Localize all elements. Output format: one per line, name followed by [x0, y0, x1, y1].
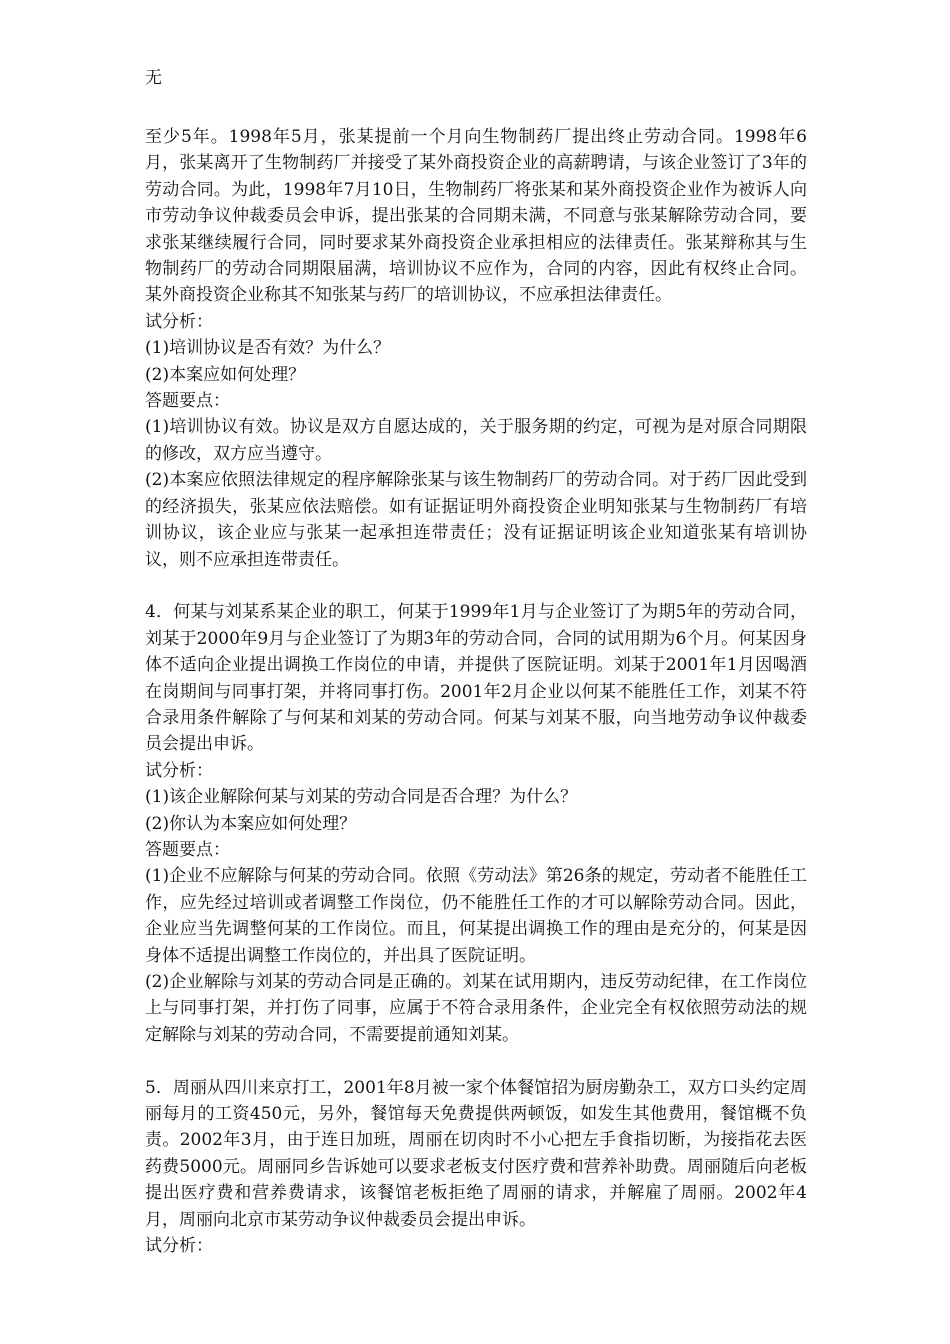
analysis-label: 试分析：	[145, 1236, 213, 1257]
answer-2: (2)本案应依照法律规定的程序解除张某与该生物制药厂的劳动合同。对于药厂因此受到的经济损失，张某应依法赔偿。如有证据证明外商投资企业明知张某与生物制药厂有培训协议，该企业应与张某一起承担连带责任；没有证据证明该企业知道张某有培训协议，则不应承担连带责任。	[145, 470, 807, 570]
document-body	[145, 124, 807, 1259]
answer-2: (2)企业解除与刘某的劳动合同是正确的。刘某在试用期内，违反劳动纪律，在工作岗位上与同事打架，并打伤了同事，应属于不符合录用条件，企业完全有权依照劳动法的规定解除与刘某的劳动合同，不需要提前通知刘某。	[145, 971, 807, 1045]
case3-continuation: 至少5年。1998年5月，张某提前一个月向生物制药厂提出终止劳动合同。1998年6月，张某离开了生物制药厂并接受了某外商投资企业的高薪聘请，与该企业签订了3年的劳动合同。为此，1998年7月10日，生物制药厂将张某和某外商投资企业作为被诉人向市劳动争议仲裁委员会申诉，提出张某的合同期未满，不同意与张某解除劳动合同，要求张某继续履行合同，同时要求某外商投资企业承担相应的法律责任。张某辩称其与生物制药厂的劳动合同期限届满，培训协议不应作为，合同的内容，因此有权终止合同。某外商投资企业称其不知张某与药厂的培训协议，不应承担法律责任。	[145, 127, 807, 306]
question-2: (2)本案应如何处理？	[145, 364, 306, 385]
analysis-label: 试分析：	[145, 760, 213, 781]
question-1: (1)培训协议是否有效？为什么？	[145, 338, 391, 359]
paragraph-spacer	[145, 1048, 807, 1074]
question-2: (2)你认为本案应如何处理？	[145, 813, 357, 834]
answer-1: (1)企业不应解除与何某的劳动合同。依照《劳动法》第26条的规定，劳动者不能胜任工作，应先经过培训或者调整工作岗位，仍不能胜任工作的才可以解除劳动合同。因此，企业应当先调整何某的工作岗位。而且，何某提出调换工作的理由是充分的，何某是因身体不适提出调整工作岗位的，并出具了医院证明。	[145, 866, 807, 966]
answer-points-label: 答题要点：	[145, 391, 230, 412]
question-1: (1)该企业解除何某与刘某的劳动合同是否合理？为什么？	[145, 787, 578, 808]
case5-intro: 5．周丽从四川来京打工，2001年8月被一家个体餐馆招为厨房勤杂工，双方口头约定周丽每月的工资450元，另外，餐馆每天免费提供两顿饭，如发生其他费用，餐馆概不负责。2002年3月，由于连日加班，周丽在切肉时不小心把左手食指切断，为接指花去医药费5000元。周丽同乡告诉她可以要求老板支付医疗费和营养补助费。周丽随后向老板提出医疗费和营养费请求，该餐馆老板拒绝了周丽的请求，并解雇了周丽。2002年4月，周丽向北京市某劳动争议仲裁委员会提出申诉。	[145, 1077, 807, 1230]
paragraph-spacer	[145, 573, 807, 599]
case4-intro: 4．何某与刘某系某企业的职工，何某于1999年1月与企业签订了为期5年的劳动合同，刘某于2000年9月与企业签订了为期3年的劳动合同，合同的试用期为6个月。何某因身体不适向企业提出调换工作岗位的申请，并提供了医院证明。刘某于2001年1月因喝酒在岗期间与同事打架，并将同事打伤。2001年2月企业以何某不能胜任工作，刘某不符合录用条件解除了与何某和刘某的劳动合同。何某与刘某不服，向当地劳动争议仲裁委员会提出申诉。	[145, 602, 807, 755]
analysis-label: 试分析：	[145, 311, 213, 332]
answer-1: (1)培训协议有效。协议是双方自愿达成的，关于服务期的约定，可视为是对原合同期限的修改，双方应当遵守。	[145, 417, 807, 464]
answer-points-label: 答题要点：	[145, 839, 230, 860]
page-header: 无	[145, 68, 162, 88]
